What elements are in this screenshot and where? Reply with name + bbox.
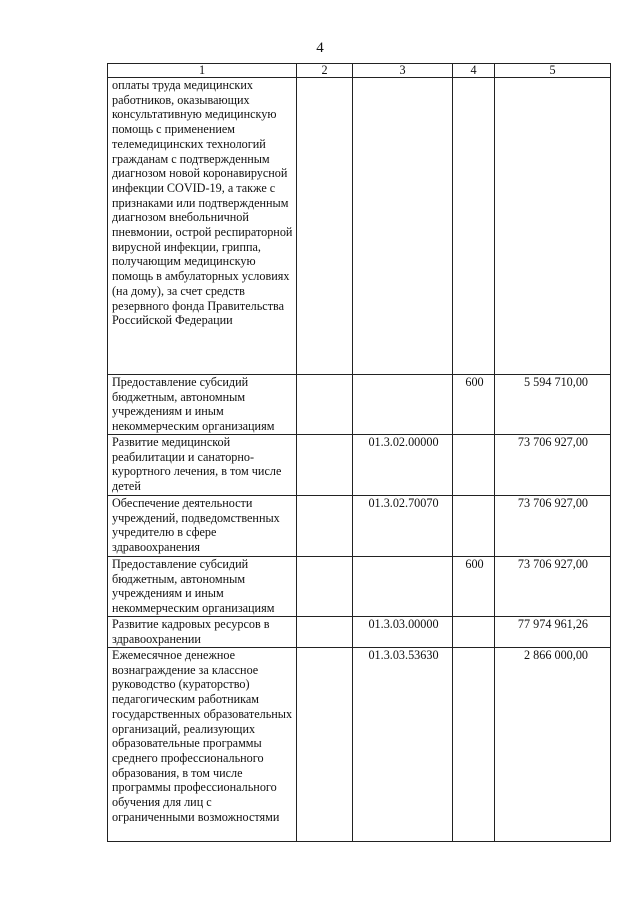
row-amount: 77 974 961,26 bbox=[495, 617, 611, 648]
row-col2 bbox=[297, 435, 353, 496]
row-code: 01.3.02.70070 bbox=[353, 496, 453, 557]
header-col-4: 4 bbox=[453, 64, 495, 78]
row-code: 01.3.03.00000 bbox=[353, 617, 453, 648]
row-col2 bbox=[297, 557, 353, 617]
row-col2 bbox=[297, 496, 353, 557]
row-name: Развитие медицинской реабилитации и санаторно-курортного лечения, в том числе детей bbox=[108, 435, 297, 496]
row-col2 bbox=[297, 375, 353, 435]
row-type bbox=[453, 617, 495, 648]
row-amount: 73 706 927,00 bbox=[495, 496, 611, 557]
table-row bbox=[108, 557, 611, 617]
table-row bbox=[108, 78, 611, 375]
row-col2 bbox=[297, 648, 353, 842]
row-name: Предоставление субсидий бюджетным, автономным учреждениям и иным некоммерческим организациям bbox=[108, 375, 297, 435]
row-type bbox=[453, 496, 495, 557]
row-col2 bbox=[297, 78, 353, 375]
row-name: Обеспечение деятельности учреждений, подведомственных учредителю в сфере здравоохранения bbox=[108, 496, 297, 557]
table-row bbox=[108, 617, 611, 648]
table-row bbox=[108, 435, 611, 496]
row-col2 bbox=[297, 617, 353, 648]
row-code: 01.3.03.53630 bbox=[353, 648, 453, 842]
row-name: оплаты труда медицинских работников, оказывающих консультативную медицинскую помощь с применением телемедицинских технологий гражданам с подтвержденным диагнозом новой коронавирусной инфекции COVID-19, а также с признаками или подтвержденным диагнозом внебольничной пневмонии, острой респираторной вирусной инфекции, гриппа, получающим медицинскую помощь в амбулаторных условиях (на дому), за счет средств резервного фонда Правительства Российской Федерации bbox=[108, 78, 297, 375]
header-col-2: 2 bbox=[297, 64, 353, 78]
page-number: 4 bbox=[316, 40, 324, 56]
row-name: Предоставление субсидий бюджетным, автономным учреждениям и иным некоммерческим организациям bbox=[108, 557, 297, 617]
row-code: 01.3.02.00000 bbox=[353, 435, 453, 496]
header-row bbox=[108, 64, 611, 78]
row-name: Развитие кадровых ресурсов в здравоохранении bbox=[108, 617, 297, 648]
table-row bbox=[108, 648, 611, 842]
row-amount: 2 866 000,00 bbox=[495, 648, 611, 842]
header-col-1: 1 bbox=[108, 64, 297, 78]
row-amount: 73 706 927,00 bbox=[495, 435, 611, 496]
table-row bbox=[108, 496, 611, 557]
row-type: 600 bbox=[453, 375, 495, 435]
table-row bbox=[108, 375, 611, 435]
row-code bbox=[353, 557, 453, 617]
header-col-3: 3 bbox=[353, 64, 453, 78]
row-type bbox=[453, 78, 495, 375]
row-code bbox=[353, 78, 453, 375]
header-col-5: 5 bbox=[495, 64, 611, 78]
row-type bbox=[453, 435, 495, 496]
row-type bbox=[453, 648, 495, 842]
row-amount: 5 594 710,00 bbox=[495, 375, 611, 435]
row-amount: 73 706 927,00 bbox=[495, 557, 611, 617]
row-code bbox=[353, 375, 453, 435]
row-type: 600 bbox=[453, 557, 495, 617]
row-amount bbox=[495, 78, 611, 375]
budget-table bbox=[107, 63, 611, 842]
row-name: Ежемесячное денежное вознаграждение за классное руководство (кураторство) педагогическим работникам государственных образовательных организаций, реализующих образовательные программы среднего профессионального образования, в том числе программы профессионального обучения для лиц с ограниченными возможностями bbox=[108, 648, 297, 842]
